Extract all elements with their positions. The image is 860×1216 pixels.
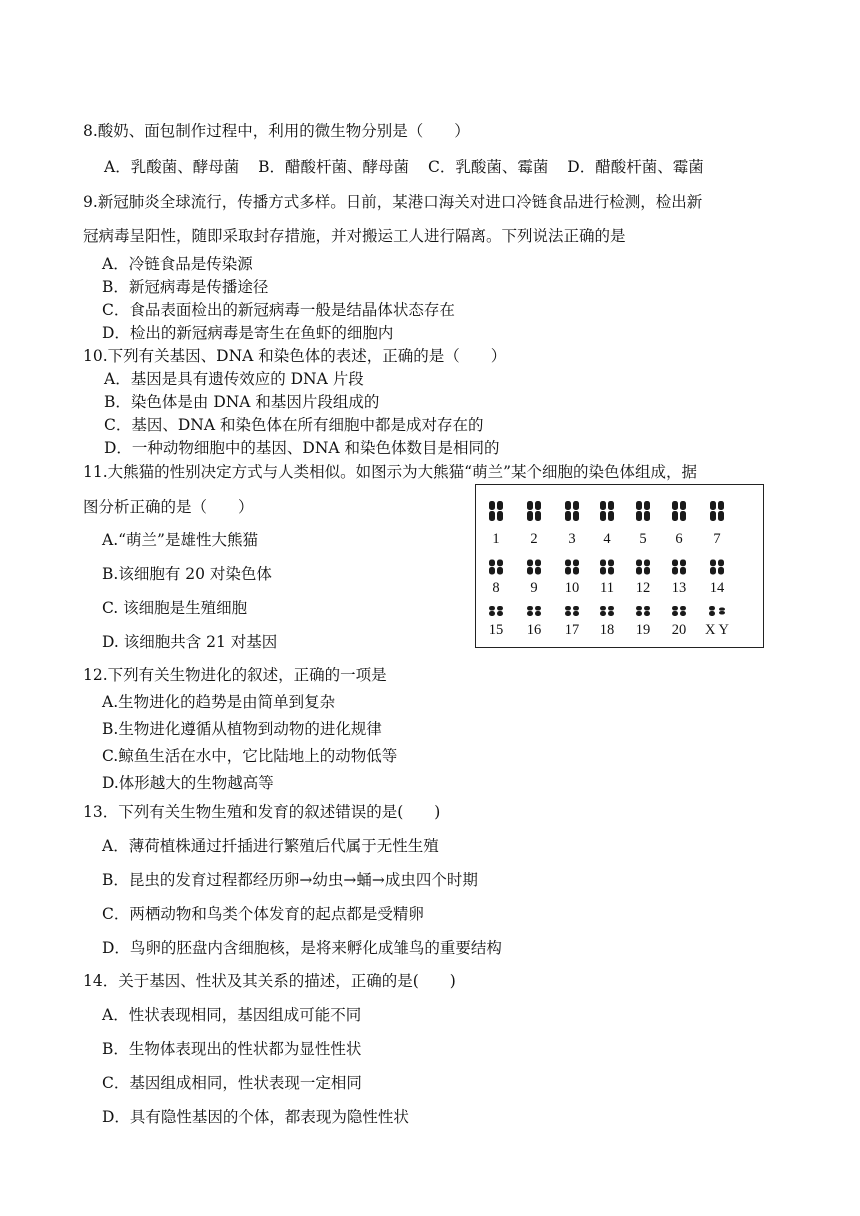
question-14-option-a[interactable]: A．性状表现相同，基因组成可能不同 [102,1006,362,1024]
question-10-option-b[interactable]: B．染色体是由 DNA 和基因片段组成的 [104,393,380,411]
chromosome-pair-5 [636,501,650,521]
chromosome-label-14: 14 [709,580,725,596]
question-9-option-b[interactable]: B．新冠病毒是传播途径 [102,278,269,296]
question-12-option-c[interactable]: C.鲸鱼生活在水中，它比陆地上的动物低等 [102,747,398,765]
question-14-option-b[interactable]: B．生物体表现出的性状都为显性性状 [102,1040,362,1058]
question-12-option-d[interactable]: D.体形越大的生物越高等 [102,774,274,792]
question-8-options [104,157,718,177]
question-14-option-d[interactable]: D．具有隐性基因的个体，都表现为隐性性状 [102,1108,409,1126]
chromosome-label-15: 15 [488,622,504,638]
chromosome-label-3: 3 [568,531,576,547]
chromosome-pair-6 [672,501,686,521]
chromosome-label-4: 4 [603,531,611,547]
chromosome-pair-12 [636,560,650,575]
question-9-option-a[interactable]: A．冷链食品是传染源 [102,255,253,273]
chromosome-label-10: 10 [564,580,580,596]
chromosome-pair-8 [489,560,503,575]
chromosome-label-17: 17 [564,622,580,638]
chromosome-pair-16 [527,606,541,616]
question-12-option-a[interactable]: A.生物进化的趋势是由简单到复杂 [102,693,336,711]
chromosome-label-2: 2 [530,531,538,547]
chromosome-pair-9 [527,560,541,575]
chromosome-pair-13 [672,560,686,575]
question-10-stem: 10.下列有关基因、DNA 和染色体的表述，正确的是（ ） [83,347,507,365]
chromosome-label-6: 6 [675,531,683,547]
chromosome-label-11: 11 [600,580,614,596]
chromosome-pair-4 [600,501,614,521]
question-13-stem: 13．下列有关生物生殖和发育的叙述错误的是( ) [83,803,441,821]
chromosome-label-7: 7 [713,531,721,547]
chromosome-pair-19 [636,606,650,616]
chromosome-pair-2 [527,501,541,521]
question-8-stem: 8.酸奶、面包制作过程中，利用的微生物分别是（ ） [83,122,470,140]
chromosome-pair-15 [489,606,503,616]
question-11-option-c[interactable]: C. 该细胞是生殖细胞 [102,599,248,617]
question-9-option-c[interactable]: C．食品表面检出的新冠病毒一般是结晶体状态存在 [102,301,455,319]
question-12-option-b[interactable]: B.生物进化遵循从植物到动物的进化规律 [102,720,382,738]
question-10-option-d[interactable]: D．一种动物细胞中的基因、DNA 和染色体数目是相同的 [104,439,500,457]
chromosome-pair-18 [600,606,614,616]
question-10-option-c[interactable]: C．基因、DNA 和染色体在所有细胞中都是成对存在的 [104,416,484,434]
chromosome-pair-20 [672,606,686,616]
question-13-option-c[interactable]: C．两栖动物和鸟类个体发育的起点都是受精卵 [102,905,424,923]
chromosome-pair-14 [710,560,724,575]
question-10-option-a[interactable]: A．基因是具有遗传效应的 DNA 片段 [104,370,364,388]
chromosome-label-21: X Y [704,622,730,638]
question-8-option-d[interactable]: D．醋酸杆菌、霉菌 [567,158,704,176]
question-8-option-c[interactable]: C．乳酸菌、霉菌 [427,158,549,176]
question-8-option-b[interactable]: B．醋酸杆菌、酵母菌 [258,158,410,176]
question-11-option-d[interactable]: D. 该细胞共含 21 对基因 [102,633,278,651]
question-14-option-c[interactable]: C．基因组成相同，性状表现一定相同 [102,1074,362,1092]
question-9-stem-line-1: 9.新冠肺炎全球流行，传播方式多样。日前，某港口海关对进口冷链食品进行检测，检出新 [83,193,703,211]
chromosome-pair-1 [489,501,503,521]
chromosome-label-20: 20 [671,622,687,638]
chromosome-label-18: 18 [599,622,615,638]
question-9-option-d[interactable]: D．检出的新冠病毒是寄生在鱼虾的细胞内 [102,324,394,342]
chromosome-pair-21 [709,606,725,616]
chromosome-pair-11 [600,560,614,575]
chromosome-label-8: 8 [492,580,500,596]
chromosome-pair-17 [565,606,579,616]
chromosome-pair-7 [710,501,724,521]
chromosome-label-16: 16 [526,622,542,638]
chromosome-pair-10 [565,560,579,575]
question-11-stem-line-2: 图分析正确的是（ ） [83,498,254,516]
chromosome-label-12: 12 [635,580,651,596]
question-11-option-a[interactable]: A.“萌兰”是雄性大熊猫 [102,531,258,549]
question-13-option-b[interactable]: B．昆虫的发育过程都经历卵→幼虫→蛹→成虫四个时期 [102,871,478,889]
question-11-stem-line-1: 11.大熊猫的性别决定方式与人类相似。如图示为大熊猫“萌兰”某个细胞的染色体组成，据 [83,463,698,481]
chromosome-label-9: 9 [530,580,538,596]
chromosome-pair-3 [565,501,579,521]
chromosome-label-19: 19 [635,622,651,638]
chromosome-label-5: 5 [639,531,647,547]
question-13-option-d[interactable]: D．鸟卵的胚盘内含细胞核，是将来孵化成雏鸟的重要结构 [102,939,502,957]
question-9-stem-line-2: 冠病毒呈阳性，随即采取封存措施，并对搬运工人进行隔离。下列说法正确的是 [83,227,626,245]
question-13-option-a[interactable]: A．薄荷植株通过扦插进行繁殖后代属于无性生殖 [102,837,439,855]
question-8-option-a[interactable]: A．乳酸菌、酵母菌 [104,158,240,176]
question-14-stem: 14．关于基因、性状及其关系的描述，正确的是( ) [83,972,456,990]
chromosome-label-13: 13 [671,580,687,596]
question-12-stem: 12.下列有关生物进化的叙述，正确的一项是 [83,666,387,684]
chromosome-label-1: 1 [492,531,500,547]
question-11-option-b[interactable]: B.该细胞有 20 对染色体 [102,565,272,583]
karyotype-figure [475,484,764,648]
